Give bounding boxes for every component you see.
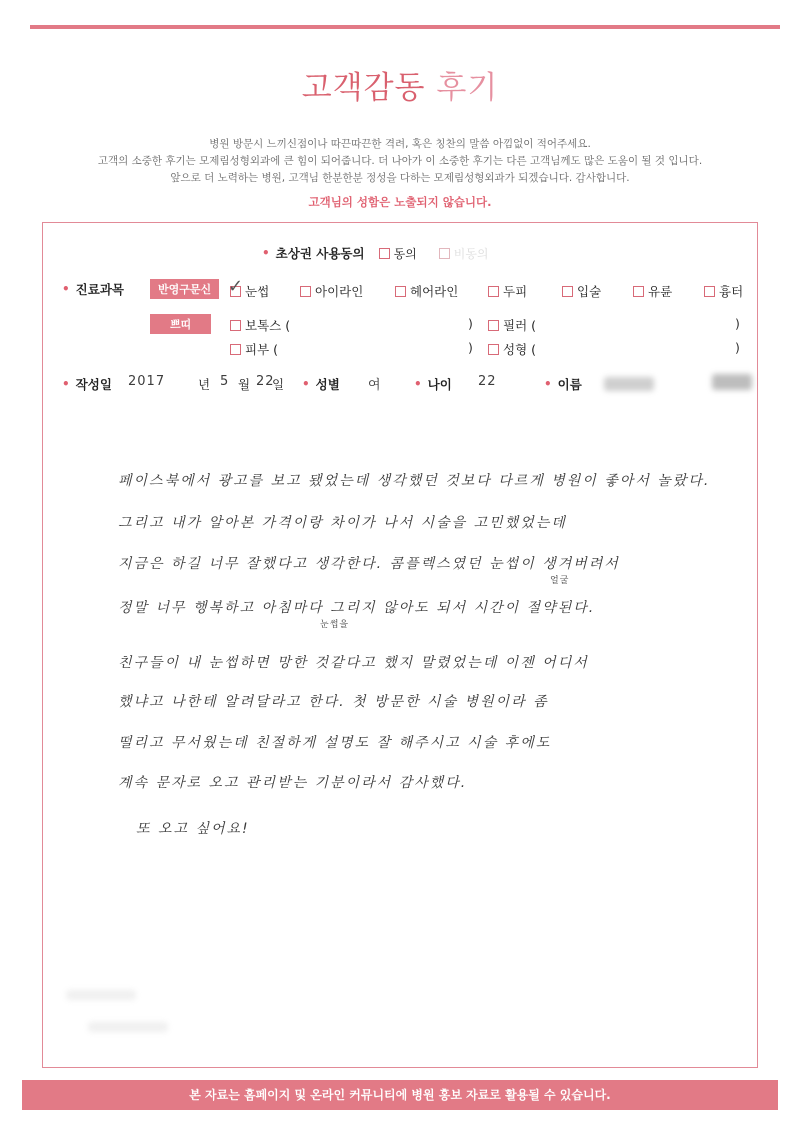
review-line: 정말 너무 행복하고 아침마다 그리지 않아도 되서 시간이 절약된다. — [118, 600, 596, 616]
review-line: 그리고 내가 알아본 가격이랑 차이가 나서 시술을 고민했었는데 — [118, 515, 567, 531]
eyeliner-label: 아이라인 — [315, 284, 364, 299]
option-filler[interactable] — [488, 316, 536, 334]
intro-text — [0, 136, 800, 187]
gender-field — [302, 375, 340, 393]
option-eyeliner[interactable] — [300, 282, 363, 300]
review-form-frame — [42, 222, 758, 1068]
option-surgery[interactable] — [488, 340, 536, 358]
disagree-label: 비동의 — [453, 246, 489, 261]
name-field — [544, 375, 582, 393]
option-scar[interactable] — [704, 282, 743, 300]
surgery-checkbox[interactable] — [488, 344, 499, 355]
scalp-checkbox[interactable] — [488, 286, 499, 297]
month-unit-text: 월 — [238, 377, 251, 392]
review-line: 또 오고 싶어요! — [136, 821, 250, 837]
option-botox[interactable] — [230, 316, 290, 334]
gender-label: 성별 — [315, 377, 340, 392]
name-redaction — [604, 377, 654, 391]
date-field — [62, 375, 112, 393]
agree-checkbox[interactable] — [379, 248, 390, 259]
consent-row — [262, 244, 489, 262]
lips-checkbox[interactable] — [562, 286, 573, 297]
year-unit-text: 년 — [198, 377, 211, 392]
department-row — [62, 280, 124, 298]
eyeliner-checkbox[interactable] — [300, 286, 311, 297]
title-main: 고객감동 — [301, 70, 426, 106]
close-paren: ) — [468, 340, 473, 355]
botox-checkbox[interactable] — [230, 320, 241, 331]
filler-close — [735, 316, 740, 331]
areola-checkbox[interactable] — [633, 286, 644, 297]
option-eyebrow[interactable] — [228, 275, 270, 300]
age-value: 22 — [478, 374, 497, 389]
bullet-icon: • — [62, 282, 70, 296]
month-unit — [238, 375, 250, 393]
date-label: 작성일 — [75, 377, 112, 392]
scar-checkbox[interactable] — [704, 286, 715, 297]
eyebrow-label: 눈썹 — [245, 284, 270, 299]
filler-label: 필러 ( — [503, 318, 537, 333]
close-paren: ) — [735, 316, 740, 331]
option-scalp[interactable] — [488, 282, 527, 300]
bullet-icon: • — [62, 377, 70, 391]
petit-tag: 쁘띠 — [150, 314, 211, 334]
year-value: 2017 — [128, 374, 166, 389]
bleed-mark — [88, 1022, 168, 1032]
review-line: 했냐고 나한테 알려달라고 한다. 첫 방문한 시술 병원이라 좀 — [118, 694, 549, 710]
bullet-icon: • — [302, 377, 310, 391]
age-field — [414, 375, 452, 393]
lips-label: 입술 — [577, 284, 602, 299]
hairline-checkbox[interactable] — [395, 286, 406, 297]
option-skin[interactable] — [230, 340, 278, 358]
title-sub: 후기 — [436, 70, 499, 106]
skin-checkbox[interactable] — [230, 344, 241, 355]
review-insert: 눈썹을 — [320, 620, 350, 630]
scar-label: 흉터 — [719, 284, 744, 299]
name-label: 이름 — [557, 377, 582, 392]
disagree-checkbox[interactable] — [439, 248, 450, 259]
footer-notice: 본 자료는 홈페이지 및 온라인 커뮤니티에 병원 홍보 자료로 활용될 수 있습니다. — [22, 1080, 778, 1110]
botox-label: 보톡스 ( — [245, 318, 291, 333]
botox-close — [468, 316, 473, 331]
age-label: 나이 — [427, 377, 452, 392]
privacy-note: 고객님의 성함은 노출되지 않습니다. — [308, 195, 492, 209]
consent-disagree-option[interactable] — [439, 245, 489, 262]
option-hairline[interactable] — [395, 282, 458, 300]
areola-label: 유륜 — [648, 284, 673, 299]
surgery-label: 성형 ( — [503, 342, 537, 357]
intro-line: 고객의 소중한 후기는 모제림성형외과에 큰 힘이 되어줍니다. 더 나아가 이 소중한 후기는 다른 고객님께도 많은 도움이 될 것 입니다. — [97, 155, 703, 167]
page-title — [0, 62, 800, 107]
bullet-icon: • — [544, 377, 552, 391]
intro-line: 앞으로 더 노력하는 병원, 고객님 한분한분 정성을 다하는 모제림성형외과가 되겠습니다. 감사합니다. — [170, 172, 630, 184]
consent-label: 초상권 사용동의 — [275, 246, 365, 261]
review-line: 친구들이 내 눈썹하면 망한 것같다고 했지 말렸었는데 이젠 어디서 — [118, 655, 589, 671]
day-value: 22 — [256, 374, 275, 389]
intro-line: 병원 방문시 느끼신점이나 따끈따끈한 격려, 혹은 칭찬의 말씀 아낌없이 적어주세요. — [209, 138, 591, 150]
surgery-close — [735, 340, 740, 355]
close-paren: ) — [468, 316, 473, 331]
close-paren: ) — [735, 340, 740, 355]
review-line: 떨리고 무서웠는데 친절하게 설명도 잘 해주시고 시술 후에도 — [118, 735, 552, 751]
day-unit-text: 일 — [272, 377, 285, 392]
department-label: 진료과목 — [75, 282, 124, 297]
hairline-label: 헤어라인 — [410, 284, 459, 299]
scalp-label: 두피 — [503, 284, 528, 299]
month-value: 5 — [220, 374, 230, 389]
eyebrow-checkbox[interactable] — [228, 275, 244, 297]
filler-checkbox[interactable] — [488, 320, 499, 331]
petit-tag-row — [150, 314, 211, 334]
semi-permanent-tag-row — [150, 279, 219, 299]
day-unit — [272, 375, 284, 393]
signature-redaction — [712, 374, 752, 390]
review-line: 계속 문자로 오고 관리받는 기분이라서 감사했다. — [118, 775, 468, 791]
option-lips[interactable] — [562, 282, 601, 300]
consent-agree-option[interactable] — [379, 245, 417, 262]
bullet-icon: • — [414, 377, 422, 391]
review-insert: 얼굴 — [550, 576, 570, 586]
skin-close — [468, 340, 473, 355]
review-line: 페이스북에서 광고를 보고 됐었는데 생각했던 것보다 다르게 병원이 좋아서 놀랐다. — [118, 473, 711, 489]
skin-label: 피부 ( — [245, 342, 279, 357]
bleed-mark — [66, 990, 136, 1000]
checkmark-icon: ✓ — [228, 275, 244, 297]
semi-permanent-tag: 반영구문신 — [150, 279, 219, 299]
agree-label: 동의 — [393, 246, 417, 261]
top-accent-bar — [30, 25, 780, 29]
bullet-icon: • — [262, 246, 270, 260]
year-unit — [198, 375, 210, 393]
review-line: 지금은 하길 너무 잘했다고 생각한다. 콤플렉스였던 눈썹이 생겨버려서 — [118, 556, 620, 572]
option-areola[interactable] — [633, 282, 672, 300]
gender-value: 여 — [368, 378, 382, 393]
